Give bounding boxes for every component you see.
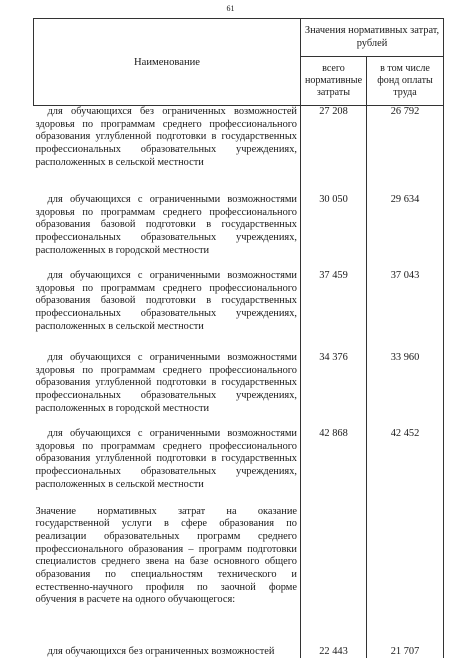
header-values-group: Значения нормативных затрат, рублей	[301, 19, 444, 57]
section-heading: Значение нормативных затрат на оказание государственной услуги в сфере образования по реализации образовательных программ среднего профессионального образования – программ подготовки специалистов среднего звена на базе основного общего образования по специальностям технического и естественно-научного профиля по заочной форме обучения в расчете на одного обучающегося:	[35, 505, 297, 606]
row-name: для обучающихся с ограниченными возможностями здоровья по программам среднего профессионального образования углубленной подготовки в государственных профессиональных образовательных учреждениях, расположенных в сельской местности	[35, 428, 297, 490]
table-row	[34, 428, 444, 492]
row-name: для обучающихся без ограниченных возможностей здоровья по программам среднего профессионального образования углубленной подготовки в государственных профессиональных образовательных учреждениях, расположенных в сельской местности	[35, 106, 297, 168]
row-name: для обучающихся без ограниченных возможностей	[47, 645, 275, 657]
row-total: 42 868	[301, 428, 367, 492]
row-total: 22 443	[301, 638, 367, 658]
row-wage: 21 707	[367, 638, 444, 658]
row-wage: 26 792	[367, 106, 444, 189]
page-number: 61	[226, 4, 235, 13]
row-wage: 29 634	[367, 188, 444, 270]
row-wage	[367, 492, 444, 638]
row-total	[301, 492, 367, 638]
normative-costs-table	[33, 18, 444, 658]
row-wage: 37 043	[367, 270, 444, 346]
table-row	[34, 346, 444, 428]
row-total: 37 459	[301, 270, 367, 346]
row-wage: 33 960	[367, 346, 444, 428]
table-row	[34, 188, 444, 270]
header-total: всего нормативные затраты	[301, 57, 367, 106]
table-row	[34, 270, 444, 346]
row-name: для обучающихся с ограниченными возможностями здоровья по программам среднего профессионального образования базовой подготовки в государственных профессиональных образовательных учреждениях, расположенных в городской местности	[35, 194, 297, 256]
row-total: 30 050	[301, 188, 367, 270]
row-name: для обучающихся с ограниченными возможностями здоровья по программам среднего профессионального образования углубленной подготовки в государственных профессиональных образовательных учреждениях, расположенных в городской местности	[35, 352, 297, 414]
row-total: 34 376	[301, 346, 367, 428]
row-name: для обучающихся с ограниченными возможностями здоровья по программам среднего профессионального образования базовой подготовки в государственных профессиональных образовательных учреждениях, расположенных в сельской местности	[35, 270, 297, 332]
row-total: 27 208	[301, 106, 367, 189]
table-row	[34, 106, 444, 189]
header-wage-fund: в том числе фонд оплаты труда	[367, 57, 444, 106]
table-row	[34, 638, 444, 658]
table-row	[34, 492, 444, 638]
header-name: Наименование	[34, 19, 301, 106]
row-wage: 42 452	[367, 428, 444, 492]
